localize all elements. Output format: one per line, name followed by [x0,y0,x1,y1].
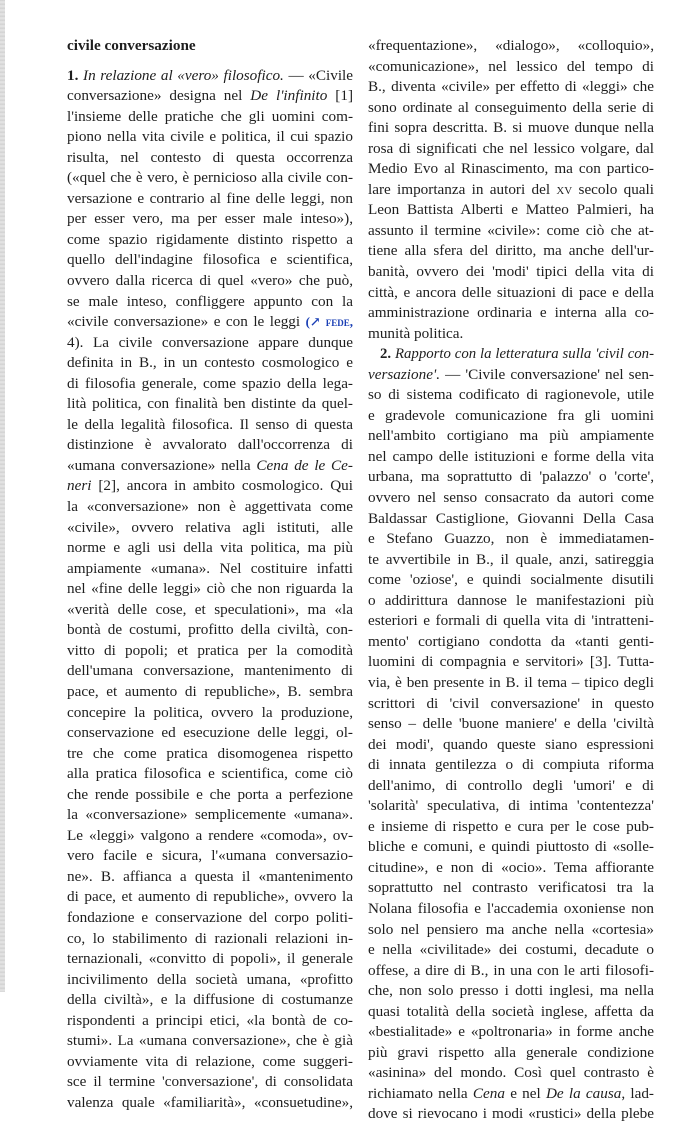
text-line: e insieme di rispetto e cura per le cose pub- [368,817,654,835]
text-line: tre che come pratica disomogenea rispetto [67,744,353,762]
text-line: («quel che è vero, è pernicioso alla civile con- [67,169,353,187]
text-line: dell'umana conversazione, mantenimento di [67,662,353,680]
text-line: alla pratica filosofica e scientifica, come ciò [67,765,353,783]
text-line: neri [2], ancora in ambito cosmologico. Qui [67,477,353,495]
text-line: rosa di significati che nel lessico volgare, dal [368,139,654,157]
text-line: amministrazione ordinaria e interna alla co- [368,304,654,322]
text-line: «civile conversazione» e con le leggi (↗ fede, [67,313,354,331]
text-line: Medio Evo al Rinascimento, ma con partico- [368,160,654,178]
text-line: «bestialitade» e «poltronaria» in forme anche [368,1023,654,1041]
text-line: incivilimento della società umana, «profitto [67,970,353,988]
text-line: assunto il termine «civile»: come ciò che at- [368,221,654,239]
text-line: che, non solo presso i dotti inglesi, ma nella [368,982,654,1000]
text-line: dove si rievocano i modi «rustici» della plebe [368,1105,654,1123]
text-line: ne». B. affianca a questa il «mantenimento [67,867,353,885]
text-line: tiene alla sfera del diritto, ma anche dell'ur- [368,242,654,260]
text-line: bliche e comuni, e quindi piuttosto di «solle- [368,838,654,856]
text-line: Nolana filosofia e l'accademia oxoniense non [368,899,654,917]
text-line: vero facile e sicura, l'«umana conversazio- [67,847,353,865]
text-line: sono ordinate al conseguimento della serie di [368,98,654,116]
text-line: citudine», e non di «ocio». Tema affiorante [368,858,654,876]
text-line: ampiamente «umana». Nel costituire infatti [67,559,353,577]
text-line: più gravi rispetto alla generale condizione [368,1043,654,1061]
text-line: 4). La civile conversazione appare dunque [67,333,353,351]
text-line: so di sistema codificato di ragionevole, utile [368,386,654,404]
text-line: ovvero dalla ricerca di quel «vero» che può, [67,272,353,290]
text-line: risulta, nel contesto di questa occorrenza [67,148,353,166]
text-line: quello dell'indagine filosofica e scientifica, [67,251,353,269]
text-line: stumi». La «umana conversazione», che è già [67,1032,353,1050]
text-line: «frequentazione», «dialogo», «colloquio», [368,37,654,54]
text-line: fini sopra descritta. B. si muove dunque nella [368,119,654,137]
text-line: e Stefano Guazzo, non è immediatamen- [368,530,654,548]
text-line: richiamato nella Cena e nel De la causa, lad- [368,1084,654,1102]
text-line: solo nel pensiero ma anche nella «cortesia» [368,920,654,938]
text-line: la «conversazione» semplicemente «umana». [67,806,353,824]
text-line: senso – delle 'buone maniere' e della 'civiltà [368,715,654,733]
text-line: norme e agli usi della vita politica, ma più [67,539,353,557]
text-line: distinzione è avvalorato dall'occorrenza di [67,436,353,454]
text-line: l'insieme delle pratiche che gli uomini com- [67,107,353,125]
text-line: esteriori e formali di quella vita di 'intratteni- [368,612,654,630]
text-line: conversazione» designa nel De l'infinito [1] [67,87,353,105]
text-line: luomini di compagnia e servitori» [3]. Tutta- [368,653,654,671]
text-line: ovvero nel senso consacrato da autori come [368,489,654,507]
text-line: «comunicazione», nel lessico del tempo di [368,57,654,75]
right-column [368,36,654,1125]
text-line: via, è ben presente in B. il tema – tipico degli [368,673,654,691]
text-line: versazione e contrario al fine delle leggi, non [67,189,353,207]
text-line: rispondenti a principi etici, «la bontà de co- [67,1011,353,1029]
text-line: e nella «civilitade» dei costumi, decadute o [368,941,654,959]
text-line: pace, et aumento di republiche», B. sembra [67,682,353,700]
text-line: nel «fine delle leggi» ciò che non riguarda la [67,580,353,598]
text-line: soprattutto nel contrasto verificatosi tra la [368,879,654,897]
text-line: città, e ancora delle situazioni di pace e della [368,283,654,301]
text-line: co, lo stabilimento di razionali relazioni in- [67,929,353,947]
text-line: come spazio rigidamente distinto rispetto a [67,230,353,248]
text-line: nel campo delle istituzioni e forme della vita [368,447,654,465]
text-line: fondazione e conservazione del corpo politi- [67,908,353,926]
text-line: o addirittura dannose le manifestazioni più [368,591,654,609]
text-line: di pace, et aumento di republiche», ovvero la [67,888,353,906]
text-line: piono nella vita civile e politica, il cui spazio [67,128,353,146]
text-line: lare importanza in autori del xv secolo quali [368,180,654,198]
text-line: banità, ovvero dei 'modi' tipici della vita di [368,263,654,281]
text-line: te avvertibile in B., il quale, anzi, satireggia [368,550,654,568]
text-line: 1. In relazione al «vero» filosofico. — «Civile [67,66,354,84]
text-line: le della legalità filosofica. Il senso di questa [67,415,353,433]
text-line: bontà de costumi, profitto della civiltà, con- [67,621,353,639]
text-line: la «conversazione» non è aggettivata come [67,498,353,516]
cross-reference-link[interactable]: (↗ fede, [305,314,354,330]
text-line: scrittori di 'civil conversazione' in questo [368,694,654,712]
text-line: lità politica, con finalità ben distinte da quel- [67,395,353,413]
text-line: B., diventa «civile» per effetto di «leggi» che [368,78,654,96]
text-line: di filosofia generale, come spazio della lega- [67,374,353,392]
text-line: munità politica. [368,324,464,342]
text-line: Baldassar Castiglione, Giovanni Della Casa [368,509,654,527]
text-line: che rende possibile e che porta a perfezione [67,785,353,803]
text-line: «civile», ovvero relativa agli istituti, alle [67,518,353,536]
text-line: urbana, ma soprattutto di 'palazzo' o 'corte', [368,468,654,486]
text-line: e gradevole comunicazione fra gli uomini [368,406,654,424]
text-line: «asinina» del mondo. Così quel contrasto è [368,1064,654,1082]
left-column [67,36,353,1113]
text-line: «verità delle cose, et speculationi», ma «la [67,600,353,618]
text-line: ternazionali, «convitto di popoli», il generale [67,950,353,968]
text-line: mento' cortigiano condotta da «tanti genti- [368,632,654,650]
text-line: vitto di popoli; et pratica per la comodità [67,641,353,659]
text-line: definita in B., in un contesto cosmologico e [67,354,353,372]
text-line: come 'oziose', e quindi socialmente disutili [368,571,654,589]
entry-heading: civile conversazione [67,37,196,54]
text-line: 2. Rapporto con la letteratura sulla 'civil con- [380,346,654,363]
text-line: Le «leggi» valgono a rendere «comoda», ov- [67,826,353,844]
scan-border [0,0,5,992]
text-line: sce il termine 'conversazione', di consolidata [67,1073,353,1091]
text-line: valenza quale «familiarità», «consuetudine», [67,1093,353,1111]
text-line: quasi totalità della società inglese, affetta da [368,1002,654,1020]
text-line: per esser vero, ma per esser male inteso»), [67,210,353,228]
text-line: dell'animo, di controllo degli 'umori' e di [368,776,654,794]
text-line: 'solarità' speculativa, di intima 'contentezza' [368,797,654,815]
text-line: «umana conversazione» nella Cena de le Ce- [67,456,353,474]
text-line: nell'ambito cortigiano ma più ampiamente [368,427,654,445]
text-line: dei modi', quando queste siano espressioni [368,735,654,753]
text-line: versazione'. — 'Civile conversazione' nel sen- [368,365,654,383]
text-line: ovviamente vita di relazione, come suggeri- [67,1052,353,1070]
text-line: Leon Battista Alberti e Matteo Palmieri, ha [368,201,654,219]
text-line: offese, a dire di B., in una con le arti filosofi- [368,961,654,979]
text-line: di innata gentilezza o di compiuta riforma [368,756,654,774]
text-line: concepire la politica, ovvero la produzione, [67,703,353,721]
text-line: se male inteso, confliggere appunto con la [67,292,353,310]
text-line: della civiltà», e la diffusione di costumanze [67,991,353,1009]
text-line: conservazione ed esecuzione delle leggi, ol- [67,724,353,742]
